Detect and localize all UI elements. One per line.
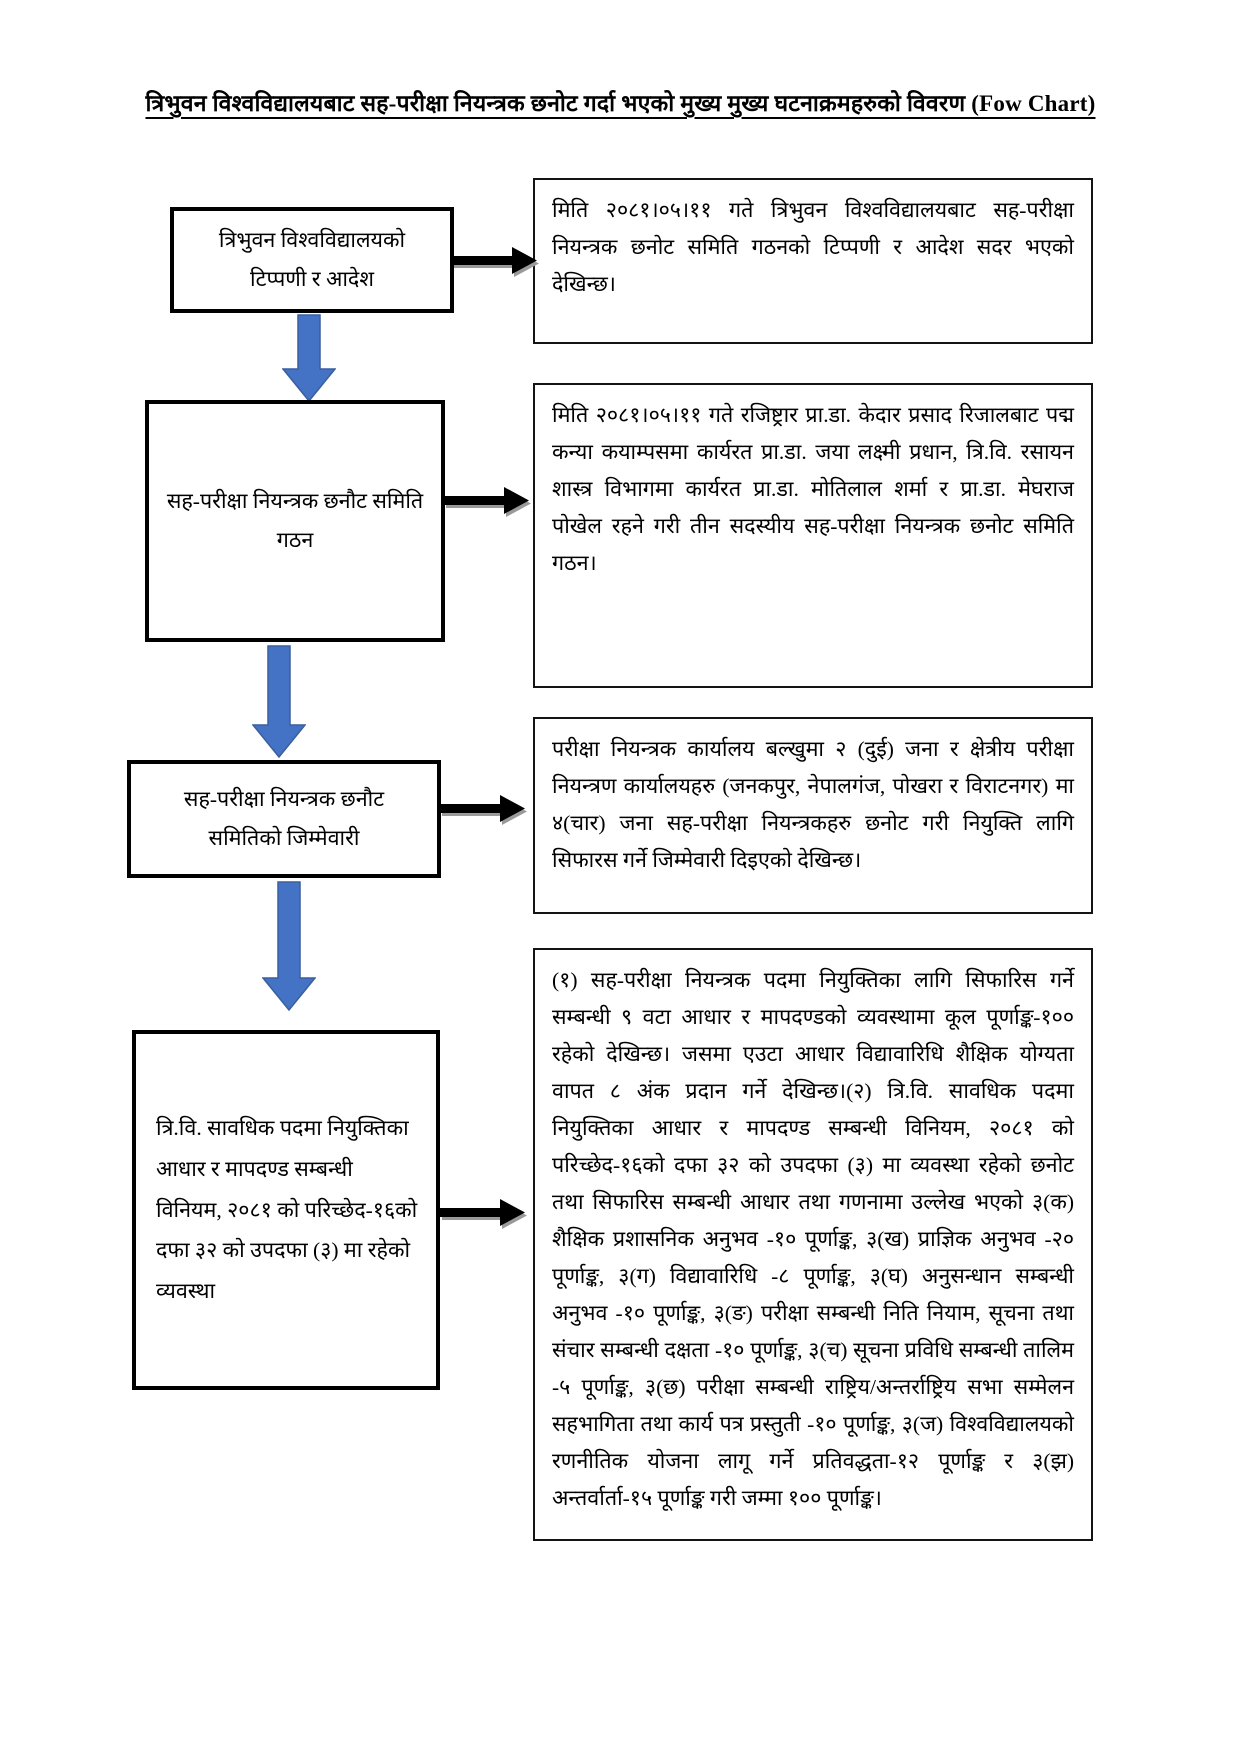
flow-desc-text-3: परीक्षा नियन्त्रक कार्यालय बल्खुमा २ (दुई) जना र क्षेत्रीय परीक्षा नियन्त्रण कार्यालयहरु (जनकपुर, नेपालगंज, पोखरा र विराटनगर) मा ४(चार) जना सह-परीक्षा नियन्त्रकहरु छनोट गरी नियुक्ति लागि सिफारस गर्ने जिम्मेवारी दिइएको देखिन्छ। — [552, 737, 1074, 872]
page-title-text: त्रिभुवन विश्वविद्यालयबाट सह-परीक्षा नियन्त्रक छनोट गर्दा भएको मुख्य मुख्य घटनाक्रमहरुको विवरण (Fow Chart) — [145, 91, 1096, 116]
right-arrow-icon-3 — [440, 790, 525, 826]
right-arrow-icon-1 — [452, 242, 537, 278]
down-arrow-icon-2 — [252, 645, 306, 758]
flow-desc-box-1 — [533, 178, 1093, 344]
down-arrow-icon-3 — [262, 881, 316, 1011]
right-arrow-icon-2 — [444, 482, 529, 518]
flow-step-label-1: त्रिभुवन विश्वविद्यालयको टिप्पणी र आदेश — [218, 228, 406, 291]
flow-desc-text-1: मिति २०८१।०५।११ गते त्रिभुवन विश्वविद्यालयबाट सह-परीक्षा नियन्त्रक छनोट समिति गठनको टिप्पणी र आदेश सदर भएको देखिन्छ। — [552, 198, 1074, 296]
flow-step-label-4: त्रि.वि. सावधिक पदमा नियुक्तिका आधार र मापदण्ड सम्बन्धी विनियम, २०८१ को परिच्छेद-१६को दफा ३२ को उपदफा (३) मा रहेको व्यवस्था — [156, 1115, 418, 1304]
flow-desc-box-4 — [533, 948, 1093, 1541]
flow-desc-text-2: मिति २०८१।०५।११ गते रजिष्ट्रार प्रा.डा. केदार प्रसाद रिजालबाट पद्म कन्या कयाम्पसमा कार्यरत प्रा.डा. जया लक्ष्मी प्रधान, त्रि.वि. रसायन शास्त्र विभागमा कार्यरत प्रा.डा. मोतिलाल शर्मा र प्रा.डा. मेघराज पोखेल रहने गरी तीन सदस्यीय सह-परीक्षा नियन्त्रक छनोट समिति गठन। — [552, 403, 1074, 575]
right-arrow-icon-4 — [440, 1194, 525, 1230]
flow-step-label-2: सह-परीक्षा नियन्त्रक छनौट समिति गठन — [166, 489, 424, 552]
page-title — [0, 86, 1241, 118]
flow-step-box-2 — [145, 400, 445, 642]
down-arrow-icon-1 — [282, 314, 336, 402]
flow-step-box-3 — [127, 760, 441, 878]
flow-desc-text-4: (१) सह-परीक्षा नियन्त्रक पदमा नियुक्तिका लागि सिफारिस गर्ने सम्बन्धी ९ वटा आधार र मापदण्डको व्यवस्थामा कूल पूर्णाङ्क-१०० रहेको देखिन्छ। जसमा एउटा आधार विद्यावारिधि शैक्षिक योग्यता वापत ८ अंक प्रदान गर्ने देखिन्छ।(२) त्रि.वि. सावधिक पदमा नियुक्तिका आधार र मापदण्ड सम्बन्धी विनियम, २०८१ को परिच्छेद-१६को दफा ३२ को उपदफा (३) मा व्यवस्था रहेको छनोट तथा सिफारिस सम्बन्धी आधार तथा गणनामा उल्लेख भएको ३(क) शैक्षिक प्रशासनिक अनुभव -१० पूर्णाङ्क, ३(ख) प्राज्ञिक अनुभव -२० पूर्णाङ्क, ३(ग) विद्यावारिधि -८ पूर्णाङ्क, ३(घ) अनुसन्धान सम्बन्धी अनुभव -१० पूर्णाङ्क, ३(ङ) परीक्षा सम्बन्धी निति नियाम, सूचना तथा संचार सम्बन्धी दक्षता -१० पूर्णाङ्क, ३(च) सूचना प्रविधि सम्बन्धी तालिम -५ पूर्णाङ्क, ३(छ) परीक्षा सम्बन्धी राष्ट्रिय/अन्तर्राष्ट्रिय सभा सम्मेलन सहभागिता तथा कार्य पत्र प्रस्तुती -१० पूर्णाङ्क, ३(ज) विश्वविद्यालयको रणनीतिक योजना लागू गर्ने प्रतिवद्धता-१२ पूर्णाङ्क र ३(झ) अन्तर्वार्ता-१५ पूर्णाङ्क गरी जम्मा १०० पूर्णाङ्क। — [552, 968, 1074, 1510]
flow-step-box-1 — [170, 207, 454, 313]
flow-desc-box-2 — [533, 383, 1093, 688]
flow-step-label-3: सह-परीक्षा नियन्त्रक छनौट समितिको जिम्मेवारी — [183, 787, 385, 850]
flow-desc-box-3 — [533, 717, 1093, 914]
flow-step-box-4 — [132, 1030, 440, 1390]
